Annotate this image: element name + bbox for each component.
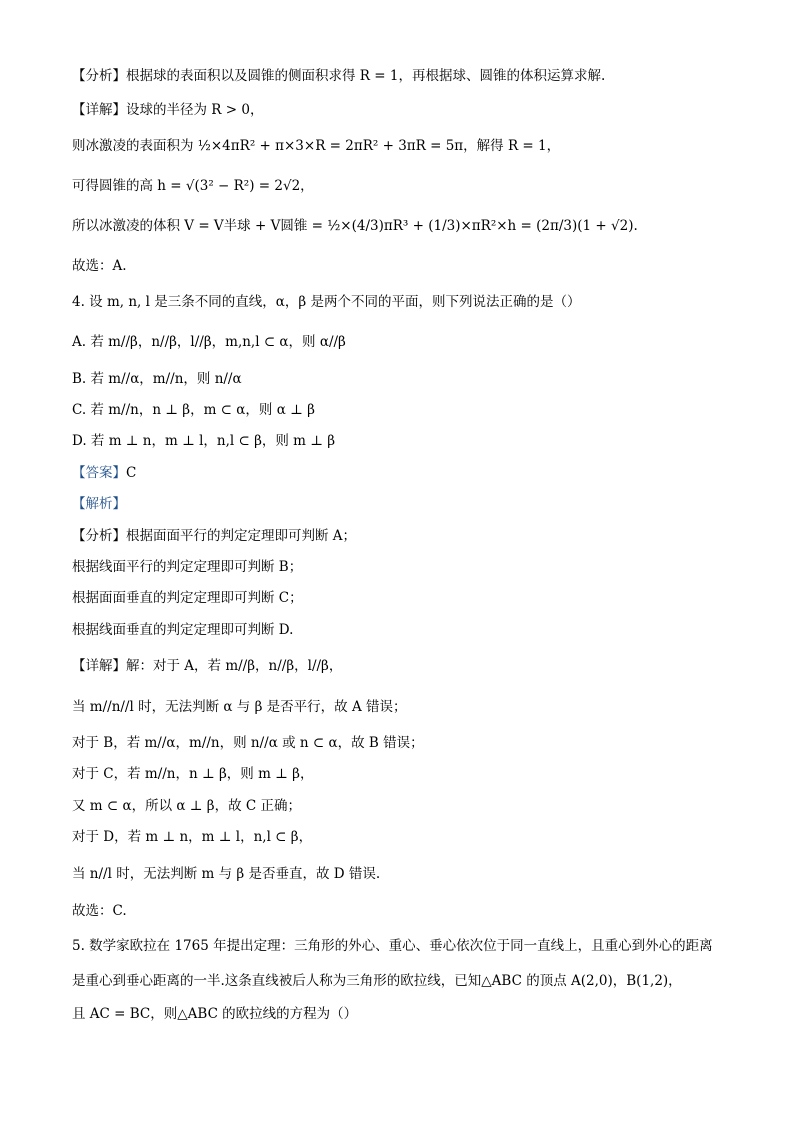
q4-option-c: C. 若 m//n，n ⊥ β，m ⊂ α，则 α ⊥ β (72, 402, 315, 418)
q5-stem-line: 5. 数学家欧拉在 1765 年提出定理：三角形的外心、重心、垂心依次位于同一直线上，且重心到外心的距离 (72, 938, 713, 954)
q5-stem-line: 是重心到垂心距离的一半.这条直线被后人称为三角形的欧拉线，已知△ABC 的顶点 A(2,0)，B(1,2)， (72, 973, 682, 989)
q4-analysis-line: 【分析】根据面面平行的判定定理即可判断 A； (72, 528, 357, 544)
q4-option-b: B. 若 m//α，m//n，则 n//α (72, 371, 242, 387)
q4-choice: 故选：C. (72, 903, 127, 919)
q5-stem-line: 且 AC = BC，则△ABC 的欧拉线的方程为（） (72, 1006, 358, 1022)
q4-analysis-line: 根据面面垂直的判定定理即可判断 C； (72, 590, 303, 606)
q4-detail-line: 对于 C，若 m//n，n ⊥ β，则 m ⊥ β， (72, 766, 314, 782)
q4-analysis-line: 根据线面平行的判定定理即可判断 B； (72, 559, 303, 575)
q3-volume-line: 所以冰激凌的体积 V = V半球 + V圆锥 = ½×(4/3)πR³ + (1/3)×πR²×h = (2π/3)(1 + √2). (72, 218, 638, 234)
q4-answer (72, 463, 732, 483)
q4-explain-tag: 【解析】 (72, 496, 126, 512)
q3-cone-height-line: 可得圆锥的高 h = √(3² − R²) = 2√2， (72, 178, 314, 194)
q4-detail-line: 又 m ⊂ α，所以 α ⊥ β，故 C 正确； (72, 798, 302, 814)
q4-analysis-line: 根据线面垂直的判定定理即可判断 D. (72, 622, 294, 638)
q3-surface-area-line: 则冰激凌的表面积为 ½×4πR² + π×3×R = 2πR² + 3πR = 5π，解得 R = 1， (72, 138, 561, 154)
answer-tag: 【答案】 (72, 465, 126, 481)
q4-detail-line: 对于 D，若 m ⊥ n，m ⊥ l，n,l ⊂ β， (72, 829, 313, 845)
answer-value: C (126, 465, 137, 481)
q4-option-a: A. 若 m//β，n//β，l//β，m,n,l ⊂ α，则 α//β (72, 334, 346, 350)
q3-detail: 【详解】设球的半径为 R > 0， (72, 102, 264, 118)
q4-option-d: D. 若 m ⊥ n，m ⊥ l，n,l ⊂ β，则 m ⊥ β (72, 433, 336, 449)
q4-detail-line: 【详解】解：对于 A，若 m//β，n//β，l//β， (72, 658, 343, 674)
q4-detail-line: 当 n//l 时，无法判断 m 与 β 是否垂直，故 D 错误. (72, 866, 381, 882)
q3-choice: 故选：A. (72, 258, 127, 274)
q4-stem: 4. 设 m, n, l 是三条不同的直线，α，β 是两个不同的平面，则下列说法正确的是（） (72, 294, 581, 310)
q4-detail-line: 当 m//n//l 时，无法判断 α 与 β 是否平行，故 A 错误； (72, 699, 407, 715)
q3-analysis: 【分析】根据球的表面积以及圆锥的侧面积求得 R = 1，再根据球、圆锥的体积运算求解. (72, 68, 606, 84)
q4-detail-line: 对于 B，若 m//α，m//n，则 n//α 或 n ⊂ α，故 B 错误； (72, 735, 424, 751)
